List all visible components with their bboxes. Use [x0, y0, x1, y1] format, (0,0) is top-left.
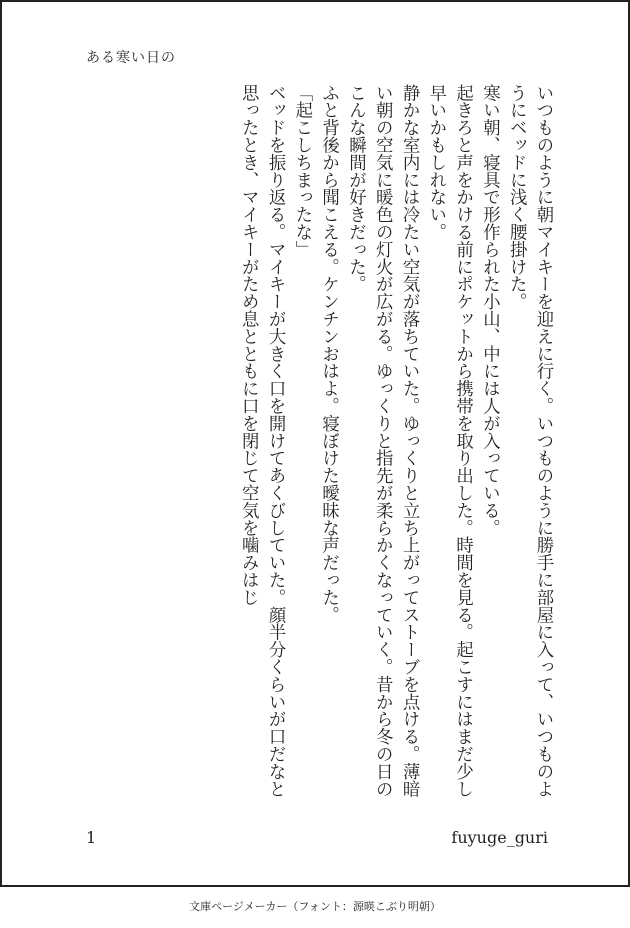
- page-header-title: ある寒い日の: [86, 50, 176, 66]
- paragraph-3: 起きろと声をかける前にポケットから携帯を取り出した。時間を見る。起こすにはまだ少し早いかもしれない。: [425, 84, 473, 798]
- paragraph-2: 寒い朝、寝具で形作られた小山、中には人が入っている。: [479, 84, 500, 537]
- author-name: fuyuge_guri: [451, 828, 548, 847]
- paragraph-7: ベッドを振り返る。マイキーが大きく口を開けてあくびしていた。顔半分くらいが口だなと思ったとき、マイキーがため息とともに口を閉じて空気を噛みはじ: [238, 84, 286, 798]
- page-number: 1: [86, 828, 97, 847]
- paragraph-1: いつものように朝マイキーを迎えに行く。いつものように勝手に部屋に入って、いつものようにベッドに浅く腰掛けた。: [506, 84, 553, 798]
- paragraph-5: ふと背後から聞こえる。ケンチンおはよ。寝ぼけた曖昧な声だった。: [318, 84, 339, 624]
- footer-credit: 文庫ページメーカー（フォント：源暎こぶり明朝）: [189, 900, 441, 913]
- vertical-body-text: [74, 84, 556, 800]
- paragraph-6: 「起こしちまったな」: [291, 84, 312, 258]
- paragraph-4: 静かな室内には冷たい空気が落ちていた。ゆっくりと立ち上がってストーブを点ける。薄暗い朝の空気に暖色の灯火が広がる。ゆっくりと指先が柔らかくなっていく。昔から冬の日のこんな瞬間が好きだった。: [345, 84, 420, 798]
